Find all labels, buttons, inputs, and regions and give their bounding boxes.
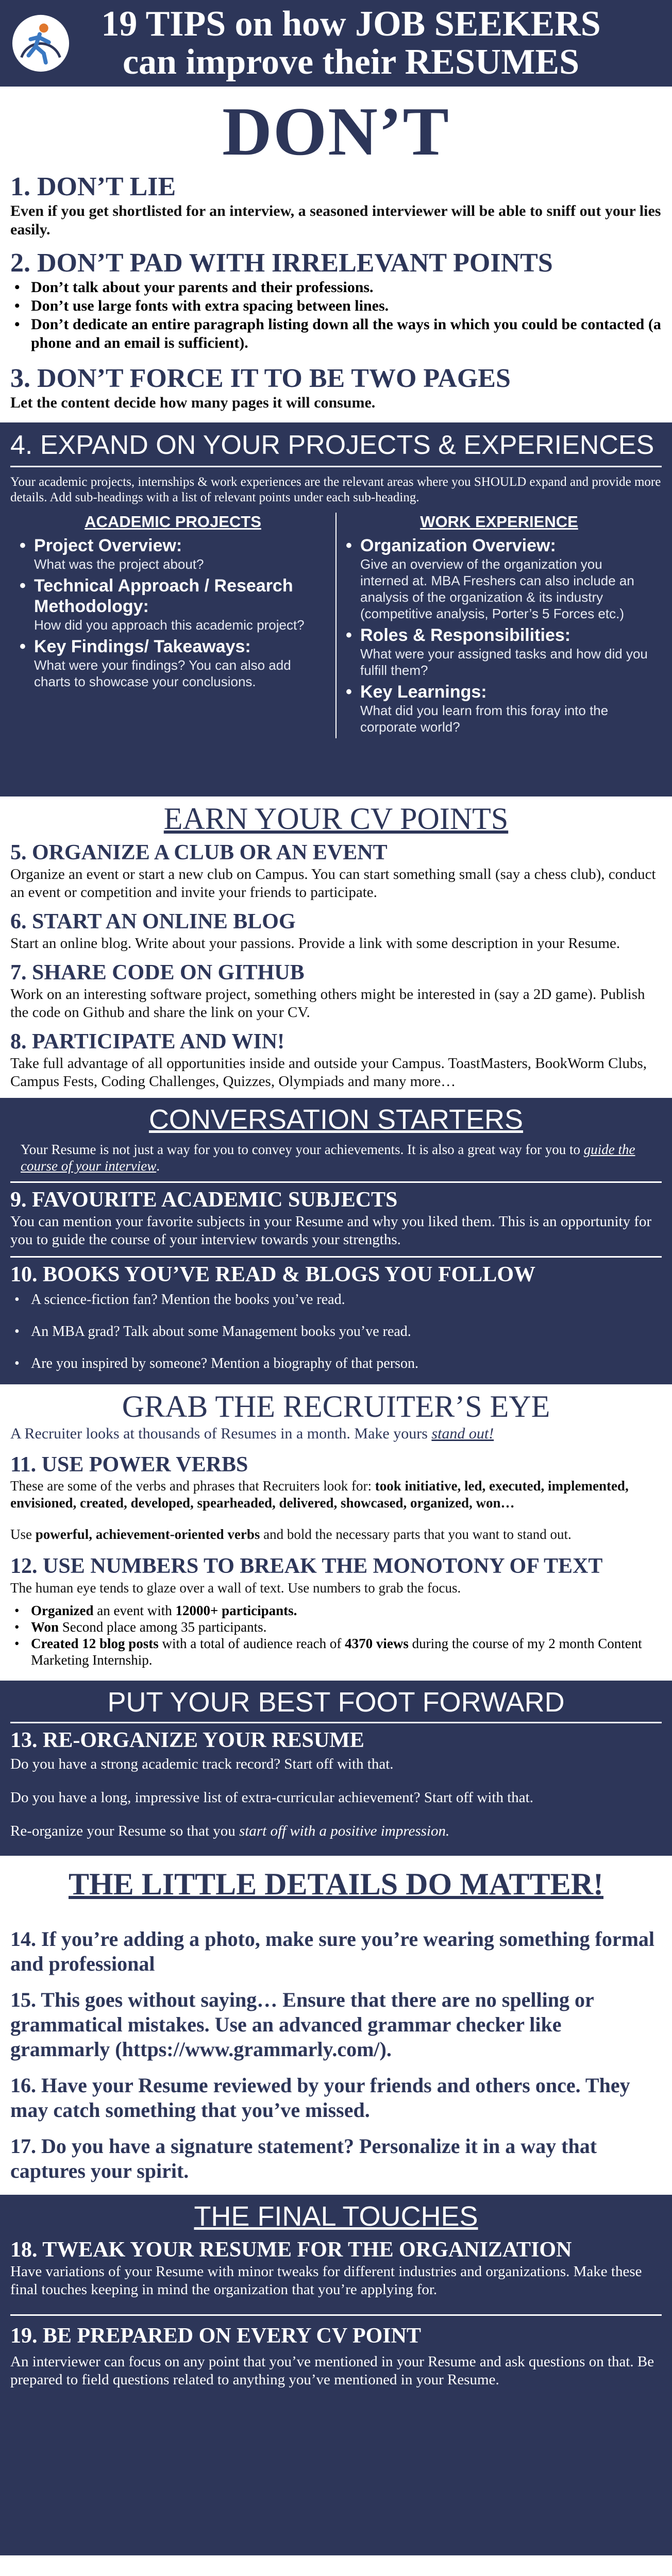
tip-13-p3 bbox=[10, 1822, 662, 1840]
title-line-2: can improve their RESUMES bbox=[122, 42, 580, 82]
running-person-logo-icon bbox=[10, 13, 71, 74]
tip-2-bullets bbox=[10, 278, 662, 352]
column-item-title: • Technical Approach / Research Methodology: bbox=[19, 575, 327, 617]
final-title: THE FINAL TOUCHES bbox=[194, 2201, 478, 2232]
final-section bbox=[0, 2195, 672, 2555]
body-bold: powerful, achievement-oriented verbs bbox=[35, 1527, 260, 1542]
intro-emphasis: guide the course of your interview bbox=[21, 1142, 635, 1174]
tip-13-p1: Do you have a strong academic track record? Start off with that. bbox=[10, 1756, 394, 1772]
body-text: These are some of the verbs and phrases that Recruiters look for: bbox=[10, 1478, 375, 1494]
intro-text: Your Resume is not just a way for you to convey your achievements. It is also a great way for you to bbox=[21, 1142, 584, 1157]
bold-part: Organized bbox=[31, 1603, 94, 1618]
text-part: during the course of my 2 month Content Marketing Internship. bbox=[31, 1636, 642, 1668]
earn-section bbox=[0, 801, 672, 1091]
tip-12-title: 12. USE NUMBERS TO BREAK THE MONOTONY OF TEXT bbox=[10, 1554, 603, 1578]
column-item-title: • Key Findings/ Takeaways: bbox=[19, 636, 327, 657]
tip-8-body: Take full advantage of all opportunities inside and outside your Campus. ToastMasters, BookWorm Clubs, Campus Fests, Coding Challenges, Quizzes, Olympiads and many more… bbox=[10, 1055, 647, 1090]
tip-6-body: Start an online blog. Write about your passions. Provide a link with some description in your Resume. bbox=[10, 935, 620, 952]
tip-2 bbox=[0, 248, 672, 352]
details-title: THE LITTLE DETAILS DO MATTER! bbox=[68, 1867, 604, 1901]
conversation-title: CONVERSATION STARTERS bbox=[148, 1104, 524, 1135]
conversation-intro bbox=[10, 1141, 662, 1174]
work-experience-column bbox=[335, 513, 662, 738]
tip-9-title: 9. FAVOURITE ACADEMIC SUBJECTS bbox=[10, 1188, 398, 1212]
tip-9-body: You can mention your favorite subjects in your Resume and why you liked them. This is an opportunity for you to guide the course of your interview towards your strengths. bbox=[10, 1213, 652, 1248]
tip-2-title: 2. DON’T PAD WITH IRRELEVANT POINTS bbox=[10, 248, 553, 278]
tip-6-title: 6. START AN ONLINE BLOG bbox=[10, 910, 296, 934]
tip-15: 15. This goes without saying… Ensure that there are no spelling or grammatical mistakes. Use an advanced grammar checker like grammarly (https://www.grammarly.com/). bbox=[10, 1988, 594, 2061]
tip-11-body bbox=[10, 1478, 662, 1512]
tip-19-title: 19. BE PREPARED ON EVERY CV POINT bbox=[10, 2324, 421, 2348]
tip-7-title: 7. SHARE CODE ON GITHUB bbox=[10, 961, 305, 985]
body-italic: start off with a positive impression. bbox=[239, 1823, 450, 1839]
column-item-title: • Roles & Responsibilities: bbox=[345, 625, 653, 646]
grab-section bbox=[0, 1388, 672, 1668]
bold-part: Won bbox=[31, 1619, 59, 1635]
text-part: Second place among 35 participants. bbox=[59, 1619, 267, 1635]
tip-13-p2: Do you have a long, impressive list of extra-curricular achievement? Start off with that. bbox=[10, 1789, 533, 1806]
divider bbox=[10, 1722, 662, 1723]
list-item: • An MBA grad? Talk about some Management books you’ve read. bbox=[10, 1323, 662, 1341]
column-item-title: • Organization Overview: bbox=[345, 535, 653, 556]
expand-section bbox=[0, 422, 672, 796]
forward-title: PUT YOUR BEST FOOT FORWARD bbox=[107, 1687, 565, 1718]
conversation-section bbox=[0, 1098, 672, 1384]
column-item-desc: What were your assigned tasks and how did you fulfill them? bbox=[360, 646, 648, 678]
column-item-desc: Give an overview of the organization you interned at. MBA Freshers can also include an analysis of the organization & its industry (competitive analysis, Porter’s 5 Forces etc.) bbox=[360, 556, 634, 621]
tip-14: 14. If you’re adding a photo, make sure you’re wearing something formal and professional bbox=[10, 1927, 654, 1975]
column-item-desc: What did you learn from this foray into the corporate world? bbox=[360, 703, 609, 735]
bold-part: 12000+ participants. bbox=[175, 1603, 297, 1618]
tip-1-body: Even if you get shortlisted for an interview, a seasoned interviewer will be able to sniff out your lies easily. bbox=[10, 202, 661, 238]
tip-13-title: 13. RE-ORGANIZE YOUR RESUME bbox=[10, 1728, 364, 1752]
tip-10-bullets bbox=[10, 1291, 662, 1373]
academic-projects-column bbox=[10, 513, 335, 738]
text-part: with a total of audience reach of bbox=[158, 1636, 345, 1651]
dont-heading: DON’T bbox=[222, 93, 450, 170]
tip-12-body: The human eye tends to glaze over a wall of text. Use numbers to grab the focus. bbox=[10, 1580, 461, 1596]
tip-5-title: 5. ORGANIZE A CLUB OR AN EVENT bbox=[10, 841, 388, 865]
intro-end: . bbox=[156, 1158, 160, 1174]
header-banner bbox=[0, 0, 672, 89]
divider bbox=[10, 1181, 662, 1183]
title-line-1: 19 TIPS on how JOB SEEKERS bbox=[101, 4, 601, 44]
body-text: Re-organize your Resume so that you bbox=[10, 1823, 240, 1839]
list-item: • Are you inspired by someone? Mention a biography of that person. bbox=[10, 1354, 662, 1373]
column-item-title: • Key Learnings: bbox=[345, 682, 653, 702]
column-item-desc: What were your findings? You can also add charts to showcase your conclusions. bbox=[34, 657, 291, 689]
text-part: an event with bbox=[93, 1603, 176, 1618]
column-item-desc: How did you approach this academic project? bbox=[34, 617, 305, 633]
tip-18-body: Have variations of your Resume with minor tweaks for different industries and organizations. Make these final touches keeping in mind the organization that you’re applying for. bbox=[10, 2263, 642, 2298]
list-item: • Don’t dedicate an entire paragraph listing down all the ways in which you could be contacted (a phone and an email is sufficient). bbox=[10, 315, 662, 352]
list-item bbox=[10, 1602, 662, 1619]
tip-18-title: 18. TWEAK YOUR RESUME FOR THE ORGANIZATION bbox=[10, 2238, 572, 2262]
tip-7-body: Work on an interesting software project, something others might be interested in (say a 2D game). Publish the code on Github and share the link on your CV. bbox=[10, 986, 645, 1021]
column-item-title: • Project Overview: bbox=[19, 535, 327, 556]
earn-title: EARN YOUR CV POINTS bbox=[163, 802, 509, 836]
list-item: • A science-fiction fan? Mention the books you’ve read. bbox=[10, 1291, 662, 1309]
tip-1 bbox=[0, 172, 672, 239]
forward-section bbox=[0, 1681, 672, 1856]
list-item: • Don’t talk about your parents and their professions. bbox=[10, 278, 662, 297]
list-item bbox=[10, 1619, 662, 1635]
expand-intro: Your academic projects, internships & work experiences are the relevant areas where you SHOULD expand and provide more details. Add sub-headings with a list of relevant points under each sub-heading. bbox=[10, 475, 661, 504]
tip-11-body-2 bbox=[10, 1526, 662, 1543]
intro-text: A Recruiter looks at thousands of Resumes in a month. Make yours bbox=[10, 1425, 432, 1442]
bold-part: 4370 views bbox=[345, 1636, 409, 1651]
tip-19-body: An interviewer can focus on any point that you’ve mentioned in your Resume and ask questions on that. Be prepared to field questions related to anything you’ve mentioned in your Resume. bbox=[10, 2353, 654, 2388]
divider bbox=[10, 1256, 662, 1258]
bold-part: Created 12 blog posts bbox=[31, 1636, 159, 1651]
details-section bbox=[0, 1866, 672, 2183]
tip-11-title: 11. USE POWER VERBS bbox=[10, 1453, 248, 1477]
divider bbox=[10, 2314, 662, 2316]
list-item bbox=[10, 1635, 662, 1668]
column-heading: WORK EXPERIENCE bbox=[420, 513, 578, 531]
expand-title: 4. EXPAND ON YOUR PROJECTS & EXPERIENCES bbox=[10, 430, 662, 467]
power-verbs: took initiative, led, executed, implemented, envisioned, created, developed, spearheaded, delivered, showcased, organized, won… bbox=[10, 1478, 629, 1511]
tip-3-title: 3. DON’T FORCE IT TO BE TWO PAGES bbox=[10, 364, 511, 393]
tip-5-body: Organize an event or start a new club on Campus. You can start something small (say a chess club), conduct an event or competition and invite your friends to participate. bbox=[10, 866, 656, 901]
body-text: Use bbox=[10, 1527, 36, 1542]
tip-3 bbox=[0, 364, 672, 412]
grab-title: GRAB THE RECRUITER’S EYE bbox=[122, 1389, 550, 1423]
intro-emphasis: stand out! bbox=[431, 1425, 494, 1442]
tip-1-title: 1. DON’T LIE bbox=[10, 172, 176, 201]
column-heading: ACADEMIC PROJECTS bbox=[85, 513, 261, 531]
tip-17: 17. Do you have a signature statement? Personalize it in a way that captures your spirit. bbox=[10, 2134, 597, 2182]
grab-intro bbox=[10, 1425, 662, 1443]
tip-3-body: Let the content decide how many pages it will consume. bbox=[10, 394, 376, 411]
expand-columns bbox=[10, 513, 662, 738]
column-item-desc: What was the project about? bbox=[34, 556, 204, 572]
page-title bbox=[71, 5, 662, 81]
tip-8-title: 8. PARTICIPATE AND WIN! bbox=[10, 1030, 285, 1054]
tip-16: 16. Have your Resume reviewed by your friends and others once. They may catch something that you’ve missed. bbox=[10, 2074, 630, 2122]
tip-10-title: 10. BOOKS YOU’VE READ & BLOGS YOU FOLLOW bbox=[10, 1263, 535, 1286]
list-item: • Don’t use large fonts with extra spacing between lines. bbox=[10, 297, 662, 315]
tip-12-bullets bbox=[10, 1602, 662, 1668]
body-text: and bold the necessary parts that you want to stand out. bbox=[260, 1527, 572, 1542]
